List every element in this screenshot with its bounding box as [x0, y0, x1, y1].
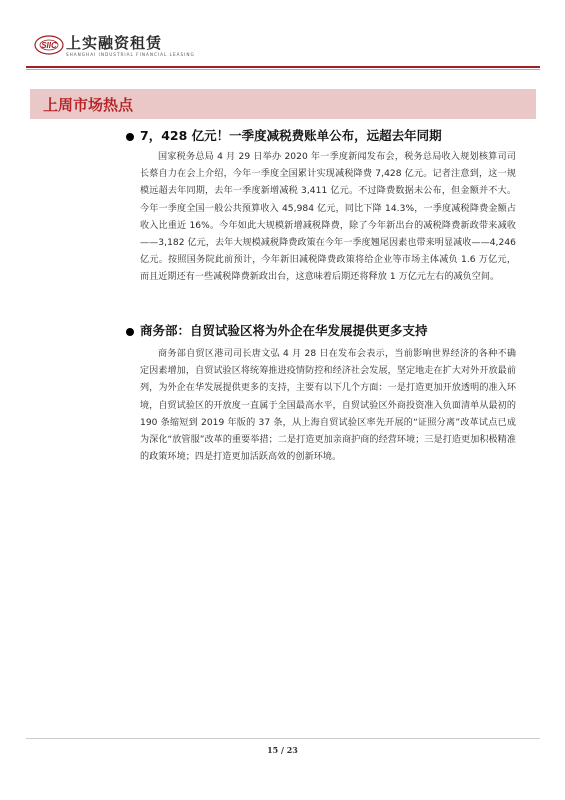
banner-title: 上周市场热点 — [43, 96, 134, 114]
page-number: 15 / 23 — [267, 745, 298, 755]
bullet-icon — [126, 328, 134, 336]
company-logo — [34, 30, 195, 64]
news-title: 7，428 亿元！一季度减税费账单公布，远超去年同期 — [140, 128, 442, 143]
news-title: 商务部：自贸试验区将为外企在华发展提供更多支持 — [140, 323, 428, 338]
siic-logo-icon — [34, 34, 64, 56]
section-banner — [30, 89, 536, 119]
news-body: 商务部自贸区港司司长唐文弘 4 月 28 日在发布会表示，当前影响世界经济的各种不确定因素增加，自贸试验区将统筹推进疫情防控和经济社会发展，坚定地走在扩大对外开放最前列，为外企在华发展提供更多的支持，主要有以下几个方面：一是打造更加开放透明的准入环境，自贸试验区的开放度一直属于全国最高水平，自贸试验区外商投资准入负面清单从最初的 190 条缩短到 2019 年版的 37 条，从上海自贸试验区率先开展的“证照分离”改革试点已成为深化“放管服”改革的重要举措；二是打造更加亲商护商的经营环境；三是打造更加积极精准的政策环境；四是打造更加活跃高效的创新环境。 — [140, 349, 516, 463]
company-name-en: SHANGHAI INDUSTRIAL FINANCIAL LEASING — [66, 52, 195, 57]
page-header — [0, 0, 565, 80]
svg-text:SIIC: SIIC — [41, 41, 57, 50]
header-divider — [26, 66, 540, 68]
company-name-cn: 上实融资租赁 — [66, 34, 163, 52]
news-body: 国家税务总局 4 月 29 日举办 2020 年一季度新闻发布会，税务总局收入规划核算司司长蔡自力在会上介绍，今年一季度全国累计实现减税降费 7,428 亿元。记者注意到，这一规模远超去年同期，去年一季度新增减税 3,411 亿元。不过降费数据未公布，但金额并不大。今年一季度全国一般公共预算收入 45,984 亿元，同比下降 14.3%，一季度减税降费金额占收入比重近 16%。今年如此大规模新增减税降费，除了今年新出台的减税降费新政带来减收——3,182 亿元，去年大规模减税降费政策在今年一季度翘尾因素也带来明显减收——4,246 亿元。按照国务院此前预计，今年新旧减税降费政策将给企业等市场主体减负 1.6 万亿元，而且近期还有一些减税降费新政出台，这意味着后期还将释放 1 万亿元左右的减负空间。 — [140, 152, 516, 283]
footer-divider — [26, 738, 540, 739]
header-divider-thin — [26, 69, 540, 70]
bullet-icon — [126, 133, 134, 141]
